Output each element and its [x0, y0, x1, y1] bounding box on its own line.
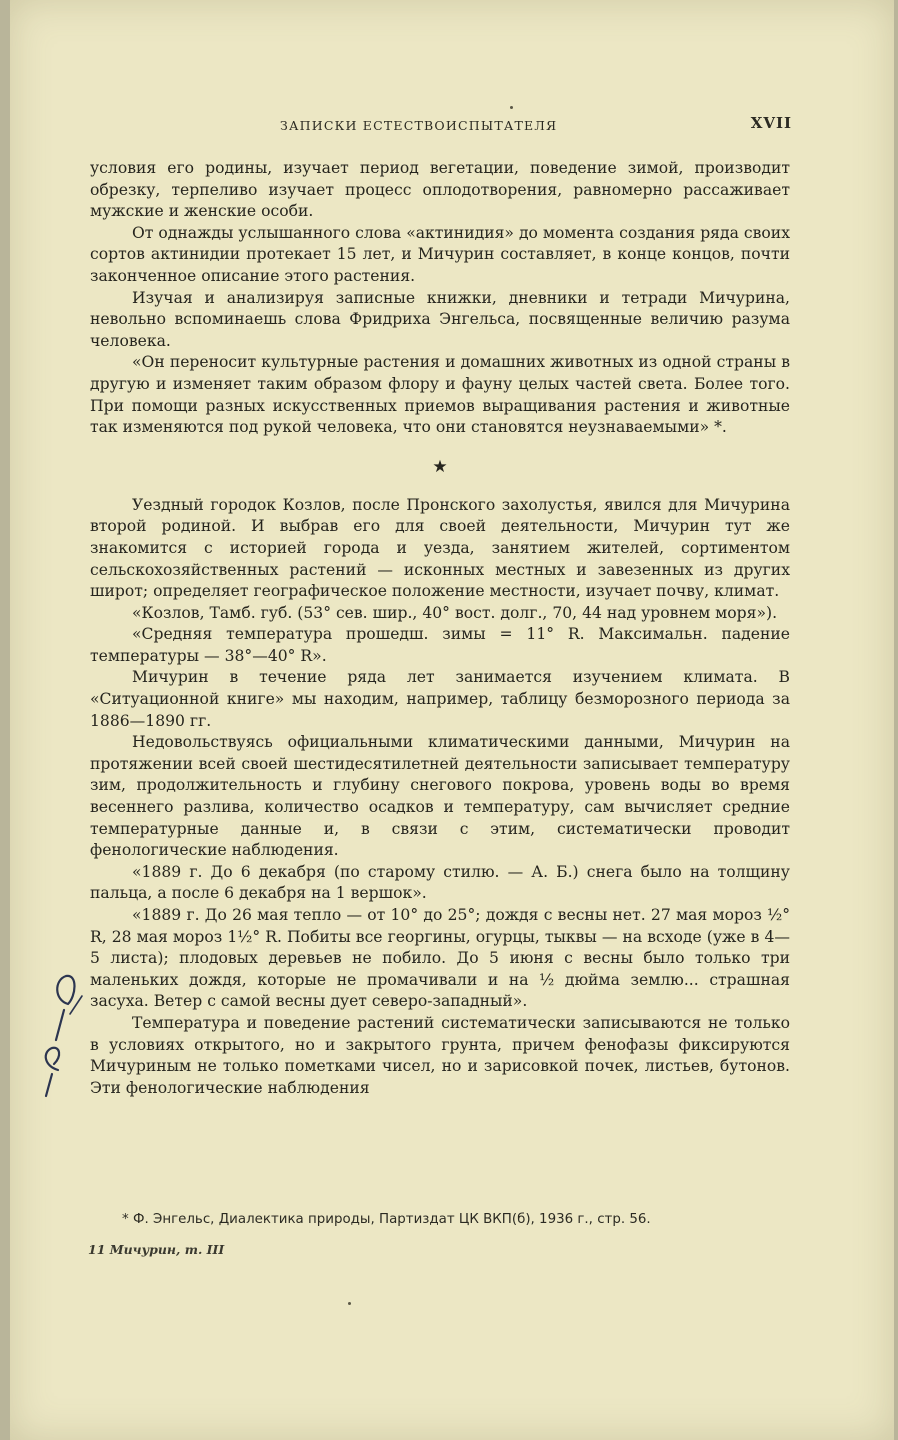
paragraph: Температура и поведение растений систематически записываются не только в условиях открытого, но и закрытого грунта, причем фенофазы фиксируются Мичуриным не только пометками чисел, но и зарисовкой почек, листьев, бутонов. Эти фенологические наблюдения [90, 1013, 790, 1097]
paragraph: условия его родины, изучает период вегетации, поведение зимой, производит обрезку, терпеливо изучает процесс оплодотворения, равномерно рассаживает мужские и женские особи. [90, 159, 790, 221]
quote-may-1889: «1889 г. До 26 мая тепло — от 10° до 25°; дождя с весны нет. 27 мая мороз ½° R, 28 мая мороз 1½° R. Побиты все георгины, огурцы, тыквы — на всходе (уже в 4—5 листа); плодовых деревьев не побило. До 5 июня с весны было только три маленьких дождя, которые не промачивали и на ½ дюйма землю... страшная засуха. Ветер с самой весны дует северо-западный». [90, 906, 790, 1011]
engels-quote: «Он переносит культурные растения и домашних животных из одной страны в другую и изменяет таким образом флору и фауну целых частей света. Более того. При помощи разных искусственных приемов выращивания растения и животные так изменяются под рукой человека, что они становятся неузнаваемыми» *. [90, 353, 790, 437]
page-number: XVII [750, 114, 792, 132]
body-text [90, 158, 790, 1099]
footnote: * Ф. Энгельс, Диалектика природы, Партиздат ЦК ВКП(б), 1936 г., стр. 56. [122, 1212, 651, 1227]
paragraph: Недовольствуясь официальными климатическими данными, Мичурин на протяжении всей своей шестидесятилетней деятельности записывает температуру зим, продолжительность и глубину снегового покрова, уровень воды во время весеннего разлива, количество осадков и температуру, сам вычисляет средние температурные данные и, в связи с этим, систематически проводит фенологические наблюдения. [90, 733, 790, 860]
paragraph: Изучая и анализируя записные книжки, дневники и тетради Мичурина, невольно вспоминаешь слова Фридриха Энгельса, посвященные величию разума человека. [90, 288, 790, 350]
paragraph: От однажды услышанного слова «актинидия» до момента создания ряда своих сортов актинидии протекает 15 лет, и Мичурин составляет, в конце концов, почти законченное описание этого растения. [90, 223, 790, 285]
handwritten-note-1610 [32, 966, 92, 1106]
print-speck [348, 1302, 351, 1305]
quote-temperature: «Средняя температура прошедш. зимы = 11° R. Максимальн. падение температуры — 38°—40° R». [90, 625, 790, 665]
print-speck [510, 106, 513, 109]
quote-coordinates: «Козлов, Тамб. губ. (53° сев. шир., 40° вост. долг., 70, 44 над уровнем моря»). [132, 603, 778, 622]
quote-december-1889: «1889 г. До 6 декабря (по старому стилю. — А. Б.) снега было на толщину пальца, а после 6 декабря на 1 вершок». [90, 862, 790, 903]
book-page [10, 0, 894, 1440]
running-head [84, 114, 794, 136]
running-title: ЗАПИСКИ ЕСТЕСТВОИСПЫТАТЕЛЯ [280, 118, 558, 133]
paragraph: Мичурин в течение ряда лет занимается изучением климата. В «Ситуационной книге» мы находим, например, таблицу безморозного периода за 1886—1890 гг. [90, 668, 790, 730]
printer-signature: 11 Мичурин, т. III [88, 1242, 225, 1257]
paragraph: Уездный городок Козлов, после Пронского захолустья, явился для Мичурина второй родиной. И выбрав его для своей деятельности, Мичурин тут же знакомится с историей города и уезда, занятием жителей, сортиментом сельскохозяйственных растений — исконных местных и завезенных из других широт; определяет географическое положение местности, изучает почву, климат. [90, 495, 790, 601]
section-separator-star: ★ [432, 456, 448, 477]
